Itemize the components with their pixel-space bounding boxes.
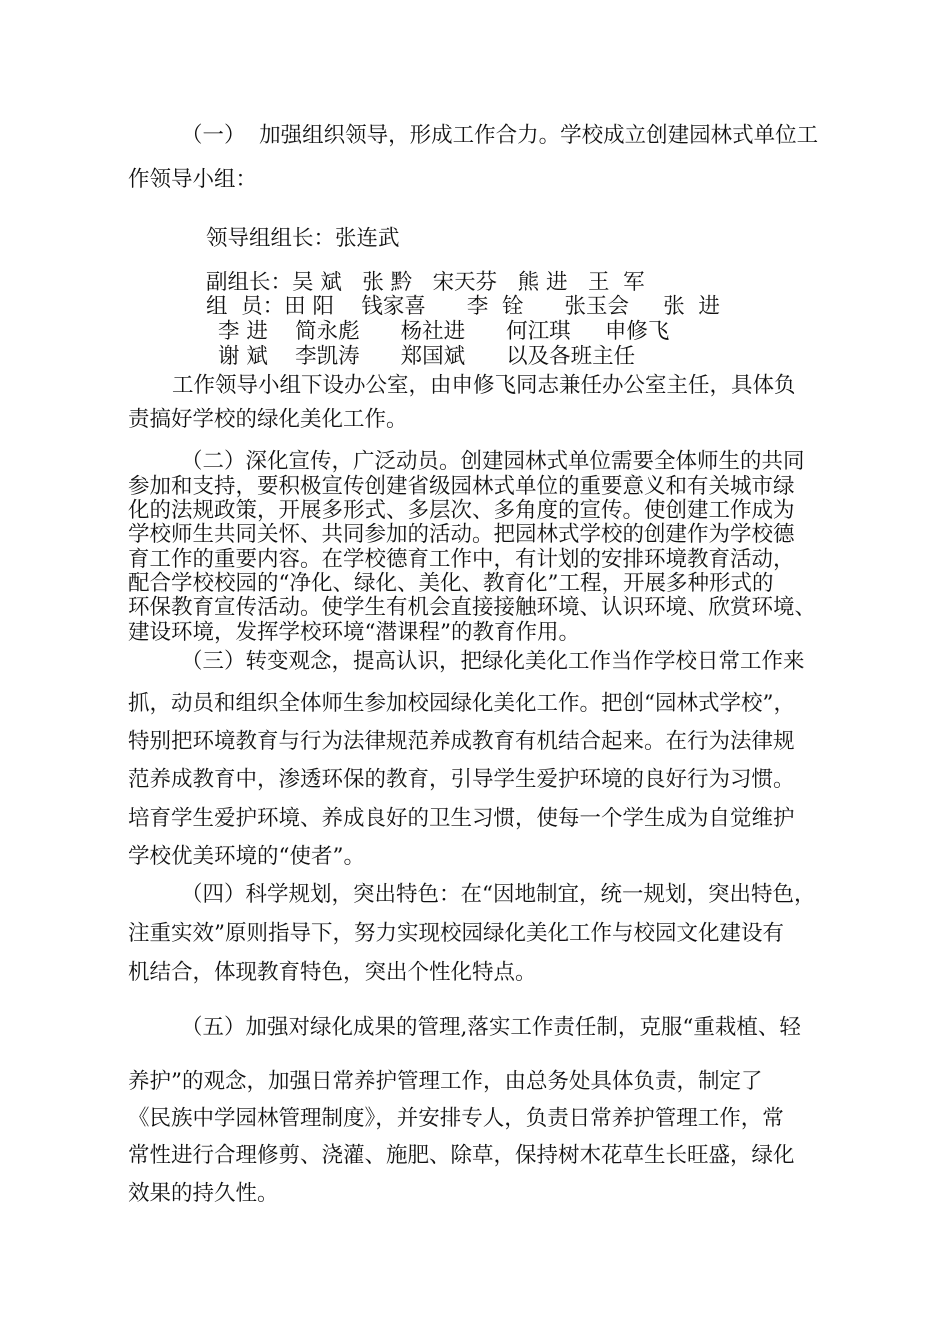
section2-line: 学校师生共同关怀、共同参加的活动。把园林式学校的创建作为学校德 bbox=[128, 522, 795, 547]
section4-line: 注重实效”原则指导下，努力实现校园绿化美化工作与校园文化建设有 bbox=[128, 921, 784, 946]
section5-line: （五）加强对绿化成果的管理,落实工作责任制，克服“重栽植、轻 bbox=[181, 1015, 801, 1040]
section5-line: 《民族中学园林管理制度》，并安排专人，负责日常养护管理工作，常 bbox=[128, 1106, 784, 1131]
section5-line: 效果的持久性。 bbox=[128, 1181, 279, 1206]
members-line-2: 李 进 简永彪 杨社进 何江琪 申修飞 bbox=[218, 319, 670, 344]
section5-line: 常性进行合理修剪、浇灌、施肥、除草，保持树木花草生长旺盛，绿化 bbox=[128, 1143, 795, 1168]
section2-line: 配合学校校园的“净化、绿化、美化、教育化”工程，开展多种形式的 bbox=[128, 571, 774, 596]
section2-line: 育工作的重要内容。在学校德育工作中，有计划的安排环境教育活动， bbox=[128, 547, 795, 572]
section4-line: 机结合，体现教育特色，突出个性化特点。 bbox=[128, 960, 537, 985]
section3-line: 特别把环境教育与行为法律规范养成教育有机结合起来。在行为法律规 bbox=[128, 729, 795, 754]
members-line-3: 谢 斌 李凯涛 郑国斌 以及各班主任 bbox=[218, 344, 636, 369]
section2-line: 环保教育宣传活动。使学生有机会直接接触环境、认识环境、欣赏环境、 bbox=[128, 595, 817, 620]
section3-line: 抓，动员和组织全体师生参加校园绿化美化工作。把创“园林式学校”， bbox=[128, 691, 795, 716]
section2-line: 化的法规政策，开展多形式、多层次、多角度的宣传。使创建工作成为 bbox=[128, 498, 795, 523]
section5-line: 养护”的观念，加强日常养护管理工作，由总务处具体负责，制定了 bbox=[128, 1069, 763, 1094]
office-line2: 责搞好学校的绿化美化工作。 bbox=[128, 407, 408, 432]
deputy-line: 副组长：吴 斌 张 黔 宋天芬 熊 进 王 军 bbox=[206, 270, 645, 295]
office-line1: 工作领导小组下设办公室，由申修飞同志兼任办公室主任，具体负 bbox=[172, 373, 796, 398]
section3-line: 培育学生爱护环境、养成良好的卫生习惯，使每一个学生成为自觉维护 bbox=[128, 806, 795, 831]
section3-line: 范养成教育中，渗透环保的教育，引导学生爱护环境的良好行为习惯。 bbox=[128, 767, 795, 792]
section1-line2: 作领导小组： bbox=[128, 167, 258, 192]
section1-line1: （一） 加强组织领导，形成工作合力。学校成立创建园林式单位工 bbox=[181, 123, 819, 148]
section4-line: （四）科学规划，突出特色：在“因地制宜，统一规划，突出特色， bbox=[181, 882, 816, 907]
leader-line: 领导组组长：张连武 bbox=[206, 226, 400, 251]
section2-line: 建设环境，发挥学校环境“潜课程”的教育作用。 bbox=[128, 620, 580, 645]
section2-line: （二）深化宣传，广泛动员。创建园林式单位需要全体师生的共同 bbox=[181, 449, 805, 474]
section3-line: （三）转变观念，提高认识，把绿化美化工作当作学校日常工作来 bbox=[181, 649, 805, 674]
section2-line: 参加和支持，要积极宣传创建省级园林式单位的重要意义和有关城市绿 bbox=[128, 474, 795, 499]
section3-line: 学校优美环境的“使者”。 bbox=[128, 844, 365, 869]
members-line-1: 组 员：田 阳 钱家喜 李 铨 张玉会 张 进 bbox=[206, 294, 720, 319]
